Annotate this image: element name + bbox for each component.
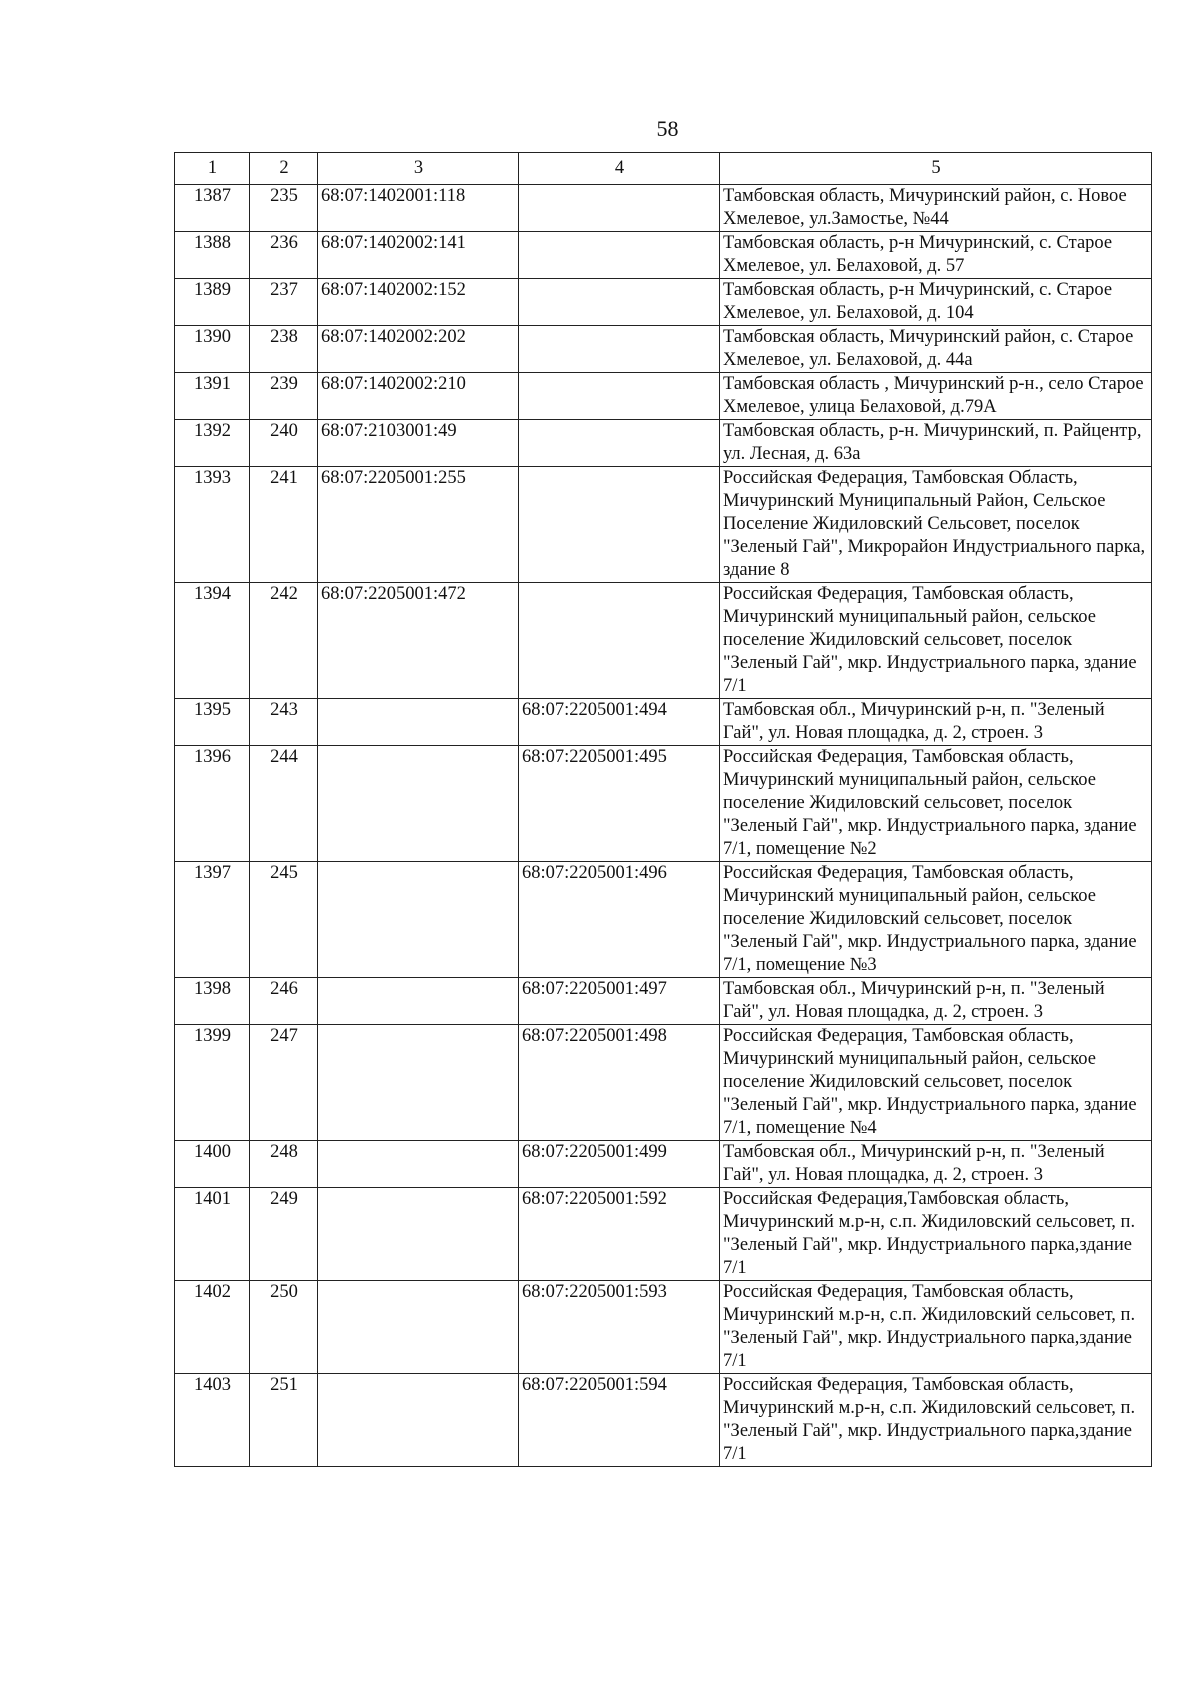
column-header: 4 <box>519 153 720 185</box>
address-cell: Российская Федерация,Тамбовская область, Мичуринский м.р-н, с.п. Жидиловский сельсовет, п. "Зеленый Гай", мкр. Индустриального парка,здание 7/1 <box>720 1188 1152 1281</box>
premises-cadastral-number-cell <box>519 279 720 326</box>
column-header: 1 <box>175 153 250 185</box>
address-cell: Тамбовская область , Мичуринский р-н., село Старое Хмелевое, улица Белаховой, д.79А <box>720 373 1152 420</box>
address-cell: Российская Федерация, Тамбовская область, Мичуринский муниципальный район, сельское поселение Жидиловский сельсовет, поселок "Зеленый Гай", мкр. Индустриального парка, здание 7/1, помещение №3 <box>720 862 1152 978</box>
premises-cadastral-number-cell: 68:07:2205001:594 <box>519 1374 720 1467</box>
row-number-cell: 1389 <box>175 279 250 326</box>
cadastral-number-cell <box>318 978 519 1025</box>
sub-number-cell: 239 <box>250 373 318 420</box>
address-cell: Тамбовская обл., Мичуринский р-н, п. "Зеленый Гай", ул. Новая площадка, д. 2, строен. 3 <box>720 1141 1152 1188</box>
row-number-cell: 1394 <box>175 583 250 699</box>
sub-number-cell: 244 <box>250 746 318 862</box>
column-header: 2 <box>250 153 318 185</box>
premises-cadastral-number-cell <box>519 583 720 699</box>
cadastral-number-cell <box>318 1281 519 1374</box>
table-row <box>175 978 1152 1025</box>
table-row <box>175 467 1152 583</box>
row-number-cell: 1403 <box>175 1374 250 1467</box>
address-cell: Российская Федерация, Тамбовская область, Мичуринский муниципальный район, сельское поселение Жидиловский сельсовет, поселок "Зеленый Гай", мкр. Индустриального парка, здание 7/1, помещение №2 <box>720 746 1152 862</box>
address-cell: Российская Федерация, Тамбовская область, Мичуринский м.р-н, с.п. Жидиловский сельсовет, п. "Зеленый Гай", мкр. Индустриального парка,здание 7/1 <box>720 1374 1152 1467</box>
premises-cadastral-number-cell <box>519 373 720 420</box>
address-cell: Тамбовская область, Мичуринский район, с. Новое Хмелевое, ул.Замостье, №44 <box>720 185 1152 232</box>
address-cell: Российская Федерация, Тамбовская область, Мичуринский м.р-н, с.п. Жидиловский сельсовет, п. "Зеленый Гай", мкр. Индустриального парка,здание 7/1 <box>720 1281 1152 1374</box>
column-header: 3 <box>318 153 519 185</box>
premises-cadastral-number-cell <box>519 467 720 583</box>
table-body <box>175 185 1152 1467</box>
cadastral-number-cell <box>318 1141 519 1188</box>
premises-cadastral-number-cell: 68:07:2205001:495 <box>519 746 720 862</box>
cadastral-number-cell: 68:07:1402002:210 <box>318 373 519 420</box>
cadastral-number-cell: 68:07:2103001:49 <box>318 420 519 467</box>
sub-number-cell: 251 <box>250 1374 318 1467</box>
address-cell: Российская Федерация, Тамбовская область, Мичуринский муниципальный район, сельское поселение Жидиловский сельсовет, поселок "Зеленый Гай", мкр. Индустриального парка, здание 7/1 <box>720 583 1152 699</box>
row-number-cell: 1401 <box>175 1188 250 1281</box>
address-cell: Тамбовская область, р-н Мичуринский, с. Старое Хмелевое, ул. Белаховой, д. 57 <box>720 232 1152 279</box>
sub-number-cell: 246 <box>250 978 318 1025</box>
premises-cadastral-number-cell: 68:07:2205001:593 <box>519 1281 720 1374</box>
sub-number-cell: 245 <box>250 862 318 978</box>
premises-cadastral-number-cell <box>519 326 720 373</box>
row-number-cell: 1395 <box>175 699 250 746</box>
cadastral-number-cell <box>318 699 519 746</box>
row-number-cell: 1388 <box>175 232 250 279</box>
cadastral-number-cell <box>318 1374 519 1467</box>
cadastral-number-cell: 68:07:2205001:255 <box>318 467 519 583</box>
row-number-cell: 1400 <box>175 1141 250 1188</box>
cadastral-number-cell <box>318 746 519 862</box>
address-cell: Тамбовская обл., Мичуринский р-н, п. "Зеленый Гай", ул. Новая площадка, д. 2, строен. 3 <box>720 699 1152 746</box>
sub-number-cell: 242 <box>250 583 318 699</box>
sub-number-cell: 236 <box>250 232 318 279</box>
table-row <box>175 1281 1152 1374</box>
table-row <box>175 1025 1152 1141</box>
address-cell: Тамбовская область, р-н. Мичуринский, п. Райцентр, ул. Лесная, д. 63а <box>720 420 1152 467</box>
cadastral-number-cell <box>318 862 519 978</box>
row-number-cell: 1393 <box>175 467 250 583</box>
table-row <box>175 420 1152 467</box>
row-number-cell: 1397 <box>175 862 250 978</box>
cadastral-number-cell <box>318 1025 519 1141</box>
sub-number-cell: 247 <box>250 1025 318 1141</box>
table-row <box>175 1188 1152 1281</box>
address-cell: Российская Федерация, Тамбовская Область, Мичуринский Муниципальный Район, Сельское Поселение Жидиловский Сельсовет, поселок "Зеленый Гай", Микрорайон Индустриального парка, здание 8 <box>720 467 1152 583</box>
cadastral-number-cell: 68:07:1402002:202 <box>318 326 519 373</box>
premises-cadastral-number-cell: 68:07:2205001:497 <box>519 978 720 1025</box>
table-row <box>175 326 1152 373</box>
premises-cadastral-number-cell: 68:07:2205001:498 <box>519 1025 720 1141</box>
sub-number-cell: 248 <box>250 1141 318 1188</box>
sub-number-cell: 238 <box>250 326 318 373</box>
premises-cadastral-number-cell <box>519 185 720 232</box>
premises-cadastral-number-cell: 68:07:2205001:499 <box>519 1141 720 1188</box>
premises-cadastral-number-cell: 68:07:2205001:494 <box>519 699 720 746</box>
column-header: 5 <box>720 153 1152 185</box>
table-row <box>175 1374 1152 1467</box>
table-header-row <box>175 153 1152 185</box>
address-cell: Тамбовская область, р-н Мичуринский, с. Старое Хмелевое, ул. Белаховой, д. 104 <box>720 279 1152 326</box>
sub-number-cell: 250 <box>250 1281 318 1374</box>
address-cell: Тамбовская область, Мичуринский район, с. Старое Хмелевое, ул. Белаховой, д. 44а <box>720 326 1152 373</box>
row-number-cell: 1390 <box>175 326 250 373</box>
row-number-cell: 1398 <box>175 978 250 1025</box>
table-row <box>175 279 1152 326</box>
table-row <box>175 232 1152 279</box>
cadastral-number-cell: 68:07:1402001:118 <box>318 185 519 232</box>
registry-table <box>174 152 1152 1467</box>
premises-cadastral-number-cell <box>519 232 720 279</box>
cadastral-number-cell: 68:07:1402002:141 <box>318 232 519 279</box>
row-number-cell: 1396 <box>175 746 250 862</box>
address-cell: Тамбовская обл., Мичуринский р-н, п. "Зеленый Гай", ул. Новая площадка, д. 2, строен. 3 <box>720 978 1152 1025</box>
row-number-cell: 1402 <box>175 1281 250 1374</box>
table-row <box>175 583 1152 699</box>
table-row <box>175 185 1152 232</box>
premises-cadastral-number-cell: 68:07:2205001:592 <box>519 1188 720 1281</box>
page-number: 58 <box>656 116 679 141</box>
table-row <box>175 862 1152 978</box>
cadastral-number-cell <box>318 1188 519 1281</box>
sub-number-cell: 235 <box>250 185 318 232</box>
cadastral-number-cell: 68:07:2205001:472 <box>318 583 519 699</box>
row-number-cell: 1392 <box>175 420 250 467</box>
address-cell: Российская Федерация, Тамбовская область, Мичуринский муниципальный район, сельское поселение Жидиловский сельсовет, поселок "Зеленый Гай", мкр. Индустриального парка, здание 7/1, помещение №4 <box>720 1025 1152 1141</box>
table-row <box>175 699 1152 746</box>
row-number-cell: 1399 <box>175 1025 250 1141</box>
premises-cadastral-number-cell: 68:07:2205001:496 <box>519 862 720 978</box>
table-row <box>175 373 1152 420</box>
sub-number-cell: 243 <box>250 699 318 746</box>
row-number-cell: 1391 <box>175 373 250 420</box>
sub-number-cell: 240 <box>250 420 318 467</box>
sub-number-cell: 237 <box>250 279 318 326</box>
sub-number-cell: 249 <box>250 1188 318 1281</box>
sub-number-cell: 241 <box>250 467 318 583</box>
cadastral-number-cell: 68:07:1402002:152 <box>318 279 519 326</box>
table-row <box>175 1141 1152 1188</box>
table-row <box>175 746 1152 862</box>
row-number-cell: 1387 <box>175 185 250 232</box>
premises-cadastral-number-cell <box>519 420 720 467</box>
